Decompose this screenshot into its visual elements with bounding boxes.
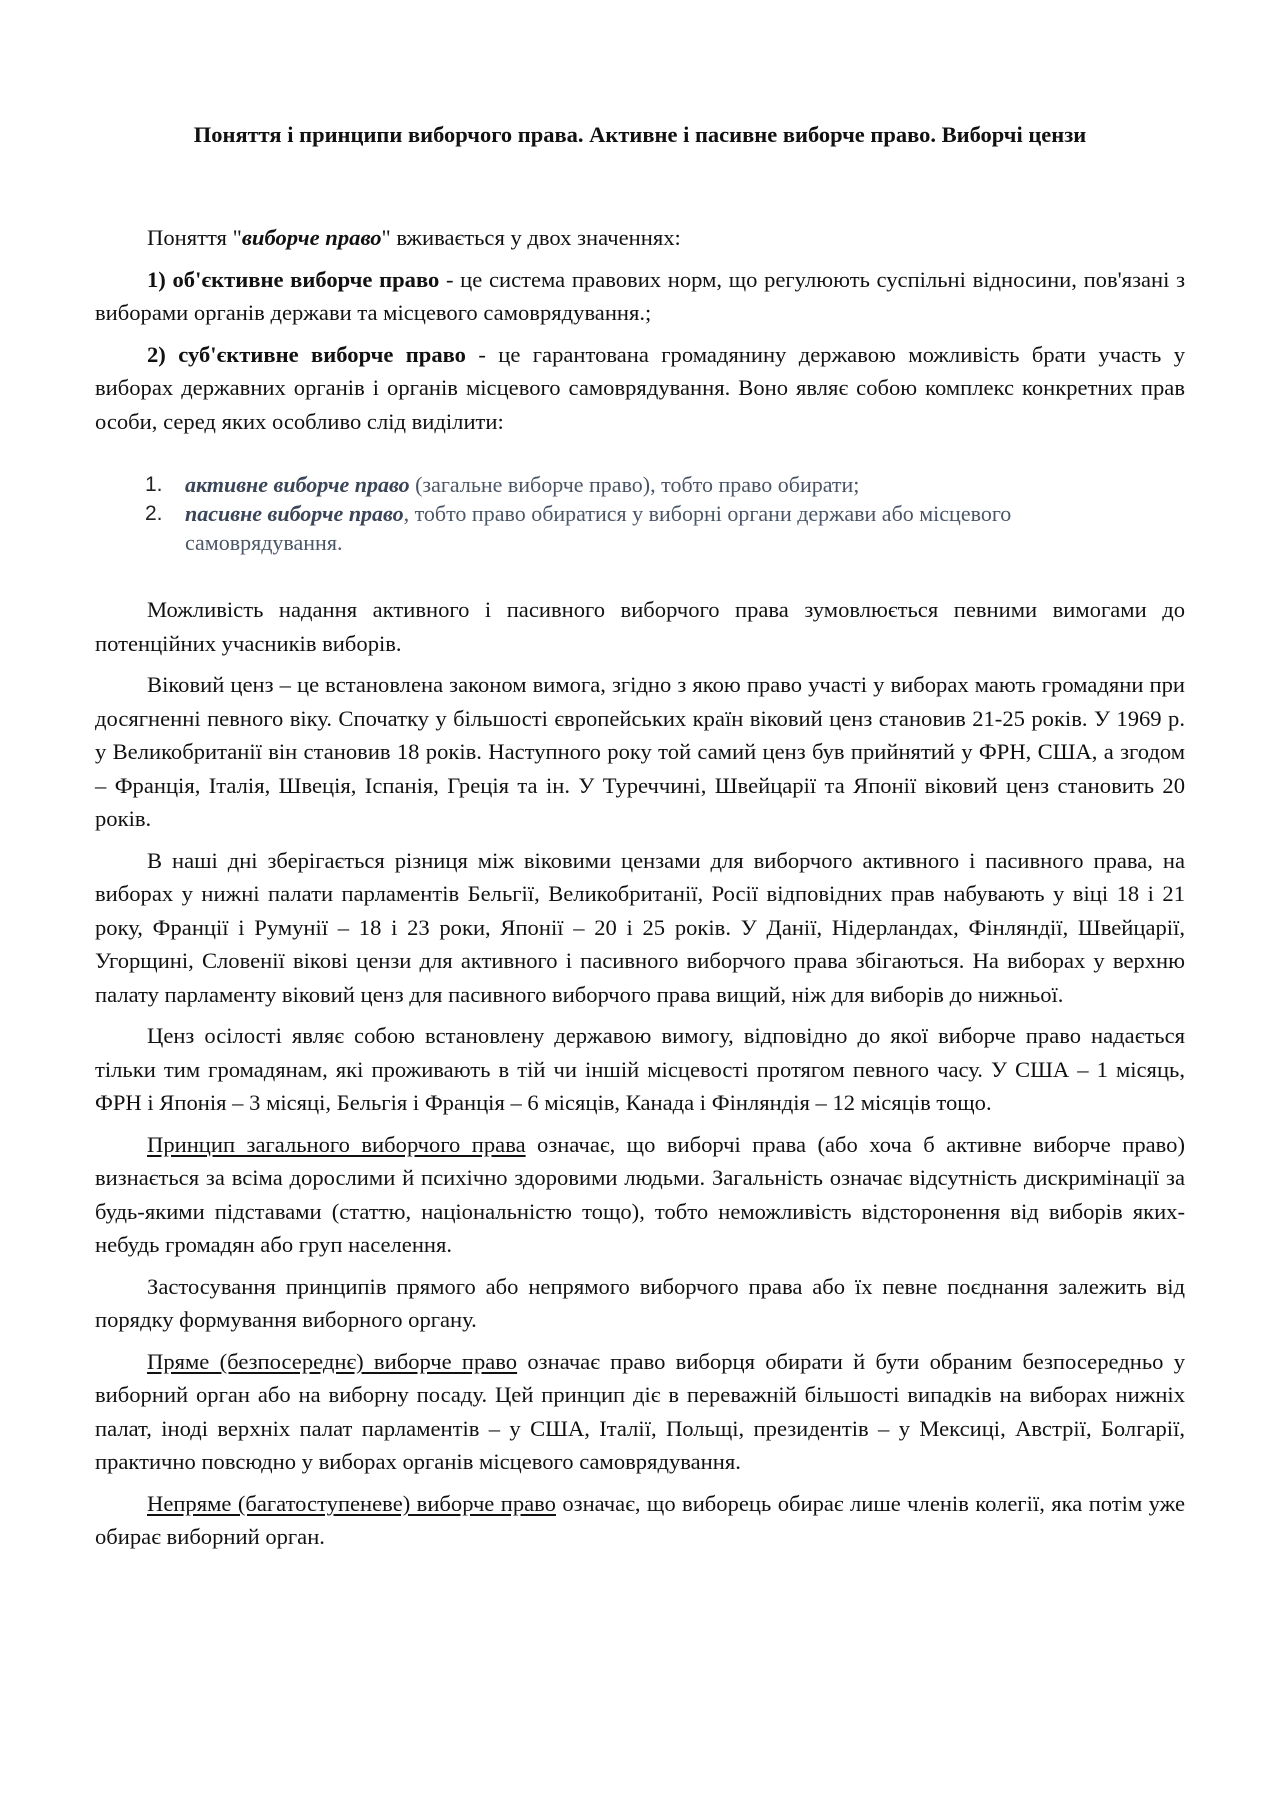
- intro-paragraph: [95, 221, 1185, 255]
- list-item-number: 2.: [145, 502, 163, 526]
- paragraph-indirect-suffrage: [95, 1487, 1185, 1554]
- intro-before: Поняття ": [147, 225, 242, 251]
- paragraph-residence-qualification: Ценз осілості являє собою встановлену державою вимогу, відповідно до якої виборче право надається тільки тим громадянам, які проживають в тій чи іншій місцевості протягом певного часу. У США – 1 місяць, ФРН і Японія – 3 місяці, Бельгія і Франція – 6 місяців, Канада і Фінляндія – 12 місяців тощо.: [95, 1023, 1185, 1116]
- document-title: Поняття і принципи виборчого права. Активне і пасивне виборче право. Виборчі цензи: [193, 122, 1087, 147]
- definition-objective: [95, 263, 1185, 330]
- list-item-text: (загальне виборче право), тобто право обирати;: [409, 472, 860, 498]
- paragraph-age-differences: В наші дні зберігається різниця між віковими цензами для виборчого активного і пасивного права, на виборах у нижні палати парламентів Бельгії, Великобританії, Росії відповідних прав набувають у віці 18 і 21 року, Франції і Румунії – 18 і 23 роки, Японії – 20 і 25 років. У Данії, Нідерландах, Фінляндії, Швейцарії, Угорщині, Словенії вікові цензи для активного і пасивного виборчого права збігаються. На виборах у верхню палату парламенту віковий ценз для пасивного виборчого права вищий, ніж для виборів до нижньої.: [95, 847, 1185, 1007]
- intro-after: " вживається у двох значеннях:: [381, 225, 681, 251]
- paragraph-direct-indirect: Застосування принципів прямого або непрямого виборчого права або їх певне поєднання залежить від порядку формування виборного органу.: [95, 1273, 1185, 1333]
- list-item-term: пасивне виборче право: [185, 501, 404, 527]
- paragraph-direct-suffrage: [95, 1345, 1185, 1479]
- definition-subjective: [95, 338, 1185, 439]
- list-item-term: активне виборче право: [185, 472, 410, 498]
- paragraph-universal-suffrage: [95, 1128, 1185, 1262]
- indirect-suffrage-text: означає, що виборець обирає лише членів колегії, яка потім уже обирає виборний орган.: [95, 1490, 1185, 1550]
- list-item: [95, 470, 1185, 499]
- definition-subjective-text: - це гарантована громадянину державою можливість брати участь у виборах державних органів і органів місцевого самоврядування. Воно являє собою комплекс конкретних прав особи, серед яких особливо слід виділити:: [95, 341, 1186, 434]
- indirect-suffrage-term: Непряме (багатоступеневе) виборче право: [147, 1490, 556, 1516]
- direct-suffrage-term: Пряме (безпосереднє) виборче право: [147, 1348, 518, 1374]
- definition-subjective-term: 2) суб'єктивне виборче право: [147, 341, 466, 367]
- paragraph-requirements: Можливість надання активного і пасивного виборчого права зумовлюється певними вимогами до потенційних учасників виборів.: [95, 597, 1185, 656]
- paragraph-age-qualification: Віковий ценз – це встановлена законом вимога, згідно з якою право участі у виборах мають громадяни при досягненні певного віку. Спочатку у більшості європейських країн віковий ценз становив 21-25 років. У 1969 р. у Великобританії він становив 18 років. Наступного року той самий ценз був прийнятий у ФРН, США, а згодом – Франція, Італія, Швеція, Іспанія, Греція та ін. У Туреччині, Швейцарії та Японії віковий ценз становить 20 років.: [95, 672, 1185, 832]
- direct-suffrage-text: означає право виборця обирати й бути обраним безпосередньо у виборний орган або на виборну посаду. Цей принцип діє в переважній більшості випадків на виборах нижніх палат, іноді верхніх палат парламентів – у США, Італії, Польщі, президентів – у Мексиці, Австрії, Болгарії, практично повсюдно у виборах органів місцевого самоврядування.: [95, 1348, 1185, 1475]
- universal-suffrage-text: означає, що виборчі права (або хоча б активне виборче право) визнається за всіма дорослими й психічно здоровими людьми. Загальність означає відсутність дискримінації за будь-якими підставами (статтю, національністю тощо), тобто неможливість відсторонення від виборів яких-небудь громадян або груп населення.: [95, 1131, 1185, 1258]
- list-item: [95, 499, 1185, 557]
- definition-objective-text: - це система правових норм, що регулюють суспільні відносини, пов'язані з виборами органів держави та місцевого самоврядування.;: [95, 266, 1185, 326]
- intro-term: виборче право: [241, 225, 382, 251]
- definition-objective-term: 1) об'єктивне виборче право: [147, 266, 440, 292]
- list-item-number: 1.: [145, 473, 163, 497]
- list-item-text: , тобто право обиратися у виборні органи держави або місцевого самоврядування.: [185, 501, 1012, 556]
- universal-suffrage-term: Принцип загального виборчого права: [147, 1131, 526, 1157]
- rights-list: [95, 470, 1185, 557]
